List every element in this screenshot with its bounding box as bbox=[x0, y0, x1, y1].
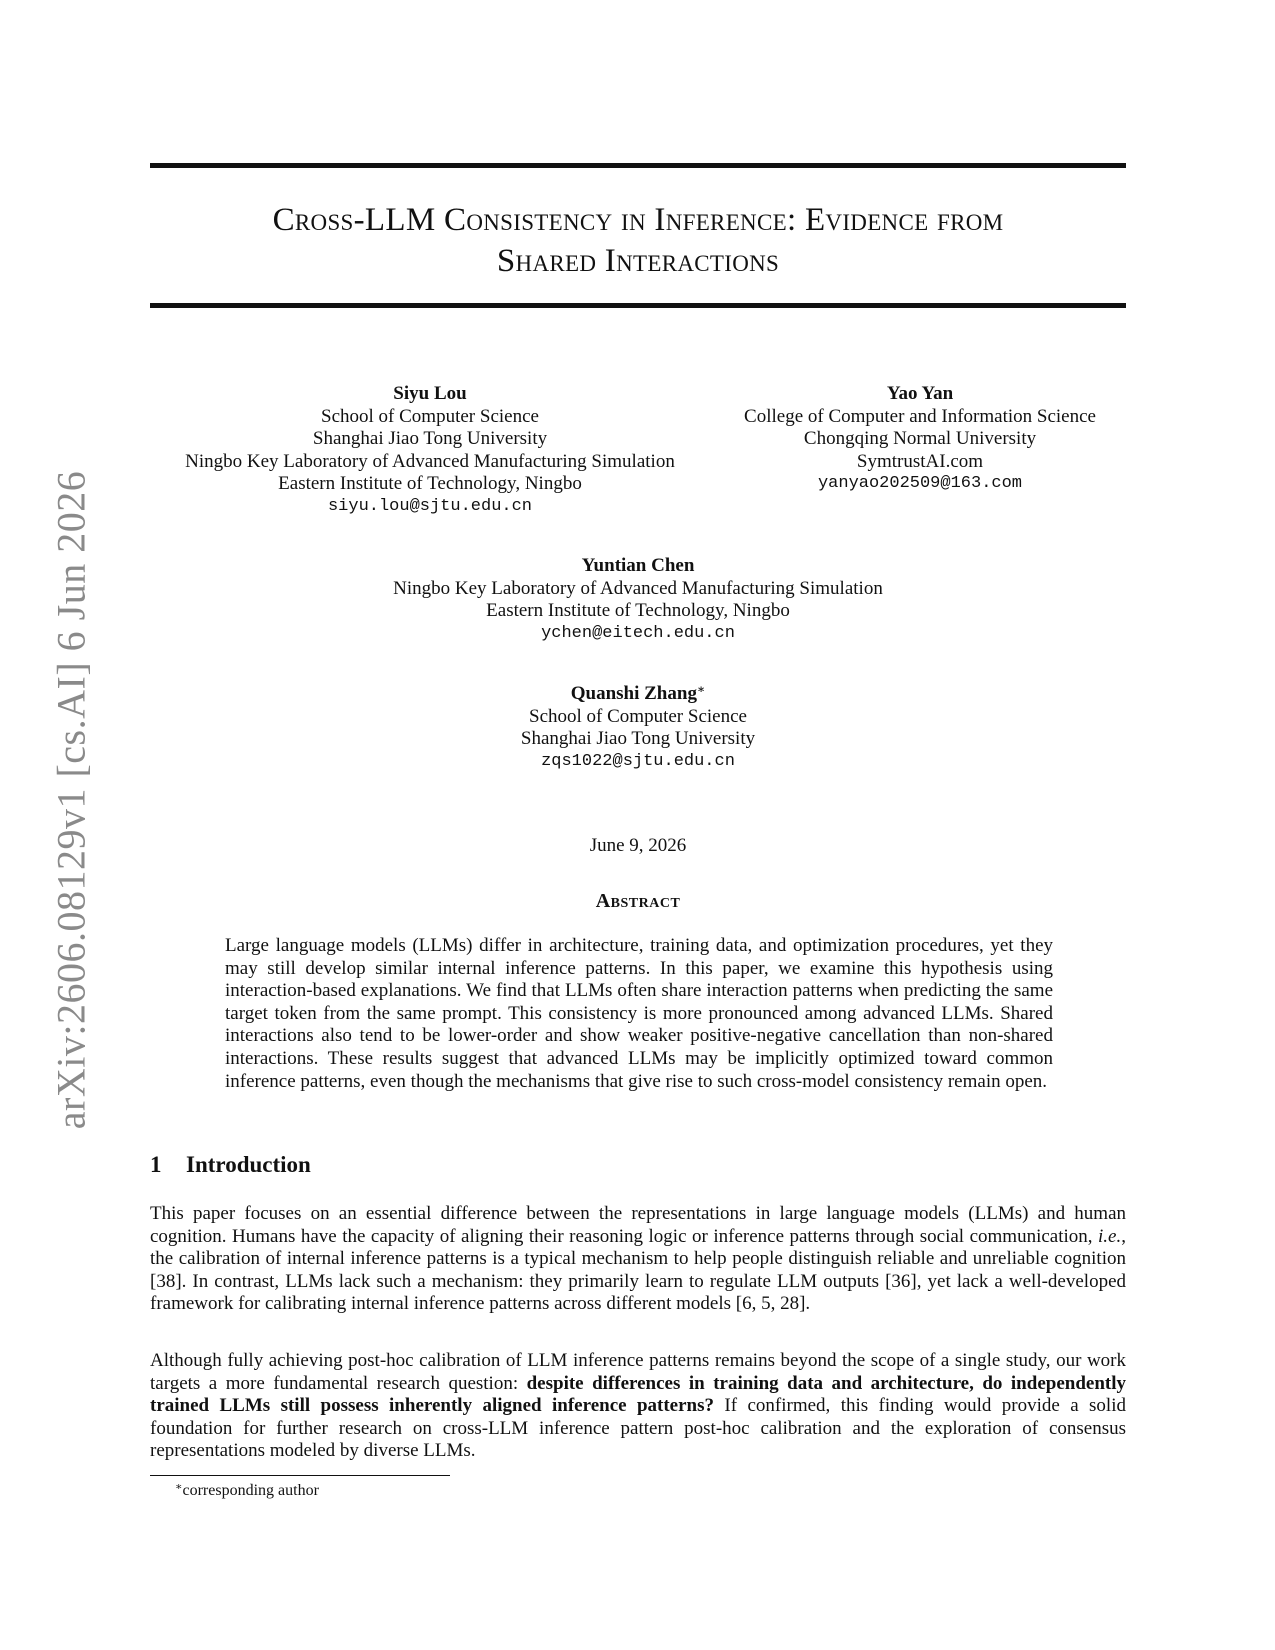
author-block-yuntian-chen bbox=[338, 555, 938, 645]
footnote-separator bbox=[150, 1475, 450, 1476]
author-block-quanshi-zhang bbox=[388, 683, 888, 773]
author-name-row bbox=[388, 683, 888, 706]
author-name: Quanshi Zhang bbox=[570, 683, 697, 704]
section-number: 1 bbox=[150, 1152, 162, 1177]
author-email[interactable]: ychen@eitech.edu.cn bbox=[541, 623, 735, 643]
arxiv-identifier-stamp: arXiv:2606.08129v1 [cs.AI] 6 Jun 2026 bbox=[48, 470, 94, 1130]
author-affiliation: Eastern Institute of Technology, Ningbo bbox=[278, 473, 582, 494]
paragraph-text: This paper focuses on an essential difference between the representations in large language models (LLMs) and human cognition. Humans have the capacity of aligning their reasoning logic or inference patterns through social communication, bbox=[150, 1203, 1126, 1247]
paper-title bbox=[150, 200, 1126, 282]
title-bottom-rule bbox=[150, 303, 1126, 308]
author-name: Siyu Lou bbox=[393, 383, 467, 404]
author-name: Yao Yan bbox=[886, 383, 954, 404]
author-affiliation: School of Computer Science bbox=[529, 705, 747, 727]
section-heading-introduction bbox=[150, 1152, 311, 1178]
author-affiliation: College of Computer and Information Science bbox=[744, 405, 1096, 427]
paragraph-text: If confirmed, this finding would provide a solid foundation for further research on cross-LLM inference pattern post-hoc calibration and the exploration of consensus representations modeled by diverse LLMs. bbox=[150, 1395, 1126, 1462]
author-name: Yuntian Chen bbox=[581, 555, 695, 576]
abstract-text: Large language models (LLMs) differ in architecture, training data, and optimization procedures, yet they may still develop similar internal inference patterns. In this paper, we examine this hypothesis using interaction-based explanations. We find that LLMs often share interaction patterns when predicting the same target token from the same prompt. This consistency is more pronounced among advanced LLMs. Shared interactions also tend to be lower-order and show weaker positive-negative cancellation than non-shared interactions. These results suggest that advanced LLMs may be implicitly optimized toward common inference patterns, even though the mechanisms that give rise to such cross-model consistency remain open. bbox=[225, 935, 1053, 1092]
intro-paragraph-1 bbox=[150, 1203, 1126, 1316]
author-affiliation: SymtrustAI.com bbox=[856, 450, 984, 472]
author-email[interactable]: zqs1022@sjtu.edu.cn bbox=[541, 751, 735, 771]
publication-date: June 9, 2026 bbox=[589, 835, 687, 856]
paragraph-text: , the calibration of internal inference patterns is a typical mechanism to help people distinguish reliable and unreliable cognition [38]. In contrast, LLMs lack such a mechanism: they primarily learn to regulate LLM outputs [36], yet lack a well-developed framework for calibrating internal inference patterns across different models [6, 5, 28]. bbox=[150, 1225, 1126, 1315]
footnote-marker: ∗ bbox=[175, 1481, 183, 1493]
author-affiliation: Eastern Institute of Technology, Ningbo bbox=[486, 600, 790, 621]
author-affiliation: Ningbo Key Laboratory of Advanced Manufacturing Simulation bbox=[393, 577, 883, 599]
author-affiliation: Chongqing Normal University bbox=[803, 428, 1037, 449]
title-top-rule bbox=[150, 163, 1126, 168]
footnote-text: corresponding author bbox=[182, 1482, 319, 1499]
paper-title-line-2: Shared Interactions bbox=[496, 243, 780, 279]
research-question-bold-text: despite differences in training data and architecture, do independently trained LLMs still possess inherently aligned inference patterns? bbox=[150, 1372, 1126, 1417]
paper-title-line-1: Cross-LLM Consistency in Inference: Evidence from bbox=[272, 202, 1004, 238]
paragraph-italic-text: i.e. bbox=[1098, 1225, 1122, 1247]
corresponding-author-marker[interactable]: ∗ bbox=[696, 682, 706, 696]
footnote bbox=[175, 1482, 319, 1500]
author-affiliation: Ningbo Key Laboratory of Advanced Manufacturing Simulation bbox=[185, 450, 675, 472]
paragraph-text: Although fully achieving post-hoc calibration of LLM inference patterns remains beyond the scope of a single study, our work targets a more fundamental research question: bbox=[150, 1350, 1126, 1394]
author-affiliation: Shanghai Jiao Tong University bbox=[312, 428, 548, 449]
author-email[interactable]: siyu.lou@sjtu.edu.cn bbox=[327, 496, 533, 516]
intro-paragraph-2 bbox=[150, 1350, 1126, 1463]
section-title: Introduction bbox=[186, 1152, 311, 1177]
author-block-yao-yan bbox=[710, 383, 1130, 496]
author-affiliation: School of Computer Science bbox=[321, 405, 539, 427]
abstract-heading: Abstract bbox=[595, 890, 681, 912]
author-affiliation: Shanghai Jiao Tong University bbox=[520, 728, 756, 749]
author-block-siyu-lou bbox=[150, 383, 710, 518]
author-email[interactable]: yanyao202509@163.com bbox=[817, 474, 1023, 493]
